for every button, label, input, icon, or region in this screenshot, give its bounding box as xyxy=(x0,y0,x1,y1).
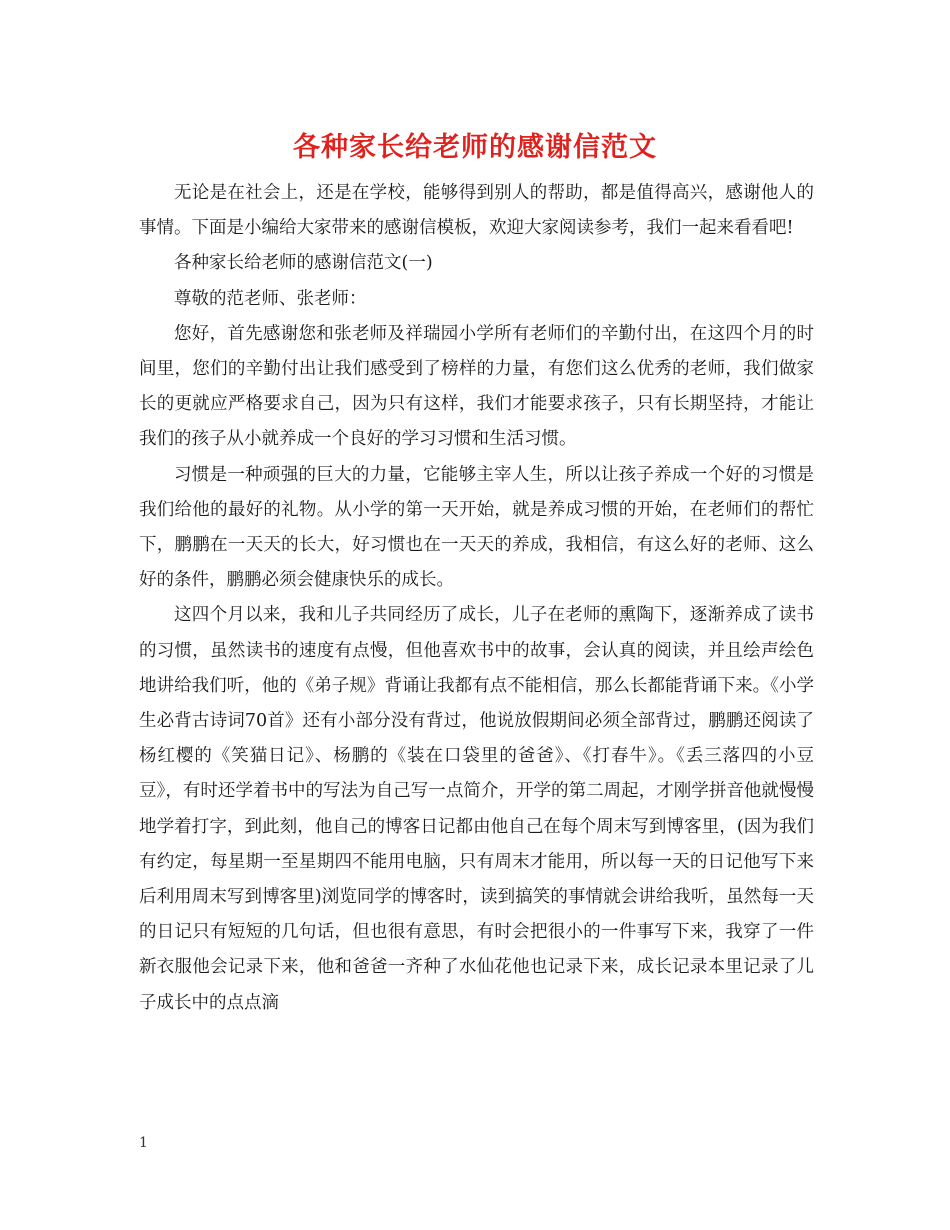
salutation: 尊敬的范老师、张老师： xyxy=(174,288,367,309)
section-heading: 各种家长给老师的感谢信范文(一) xyxy=(174,253,433,274)
intro-paragraph: 无论是在社会上，还是在学校，能够得到别人的帮助，都是值得高兴，感谢他人的事情。下面是小编给大家带来的感谢信模板，欢迎大家阅读参考，我们一起来看看吧! xyxy=(139,183,814,239)
page-number: 1 xyxy=(139,1135,148,1151)
document-body xyxy=(139,176,814,1021)
body-paragraph-3: 这四个月以来，我和儿子共同经历了成长，儿子在老师的熏陶下，逐渐养成了读书的习惯，虽然读书的速度有点慢，但他喜欢书中的故事，会认真的阅读，并且绘声绘色地讲给我们听，他的《弟子规》背诵让我都有点不能相信，那么长都能背诵下来。《小学生必背古诗词70首》还有小部分没有背过，他说放假期间必须全部背过，鹏鹏还阅读了杨红樱的《笑猫日记》、杨鹏的《装在口袋里的爸爸》、《打春牛》。《丢三落四的小豆豆》，有时还学着书中的写法为自己写一点简介，开学的第二周起，才刚学拼音他就慢慢地学着打字，到此刻，他自己的博客日记都由他自己在每个周末写到博客里，(因为我们有约定，每星期一至星期四不能用电脑，只有周末才能用，所以每一天的日记他写下来后利用周末写到博客里)浏览同学的博客时，读到搞笑的事情就会讲给我听，虽然每一天的日记只有短短的几句话，但也很有意思，有时会把很小的一件事写下来，我穿了一件新衣服他会记录下来，他和爸爸一齐种了水仙花他也记录下来，成长记录本里记录了儿子成长中的点点滴 xyxy=(139,605,814,1013)
body-paragraph-2: 习惯是一种顽强的巨大的力量，它能够主宰人生，所以让孩子养成一个好的习惯是我们给他的最好的礼物。从小学的第一天开始，就是养成习惯的开始，在老师们的帮忙下，鹏鹏在一天天的长大，好习惯也在一天天的养成，我相信，有这么好的老师、这么好的条件，鹏鹏必须会健康快乐的成长。 xyxy=(139,464,814,591)
document-title: 各种家长给老师的感谢信范文 xyxy=(293,132,657,163)
body-paragraph-1: 您好，首先感谢您和张老师及祥瑞园小学所有老师们的辛勤付出，在这四个月的时间里，您们的辛勤付出让我们感受到了榜样的力量，有您们这么优秀的老师，我们做家长的更就应严格要求自己，因为只有这样，我们才能要求孩子，只有长期坚持，才能让我们的孩子从小就养成一个良好的学习习惯和生活习惯。 xyxy=(139,323,814,450)
